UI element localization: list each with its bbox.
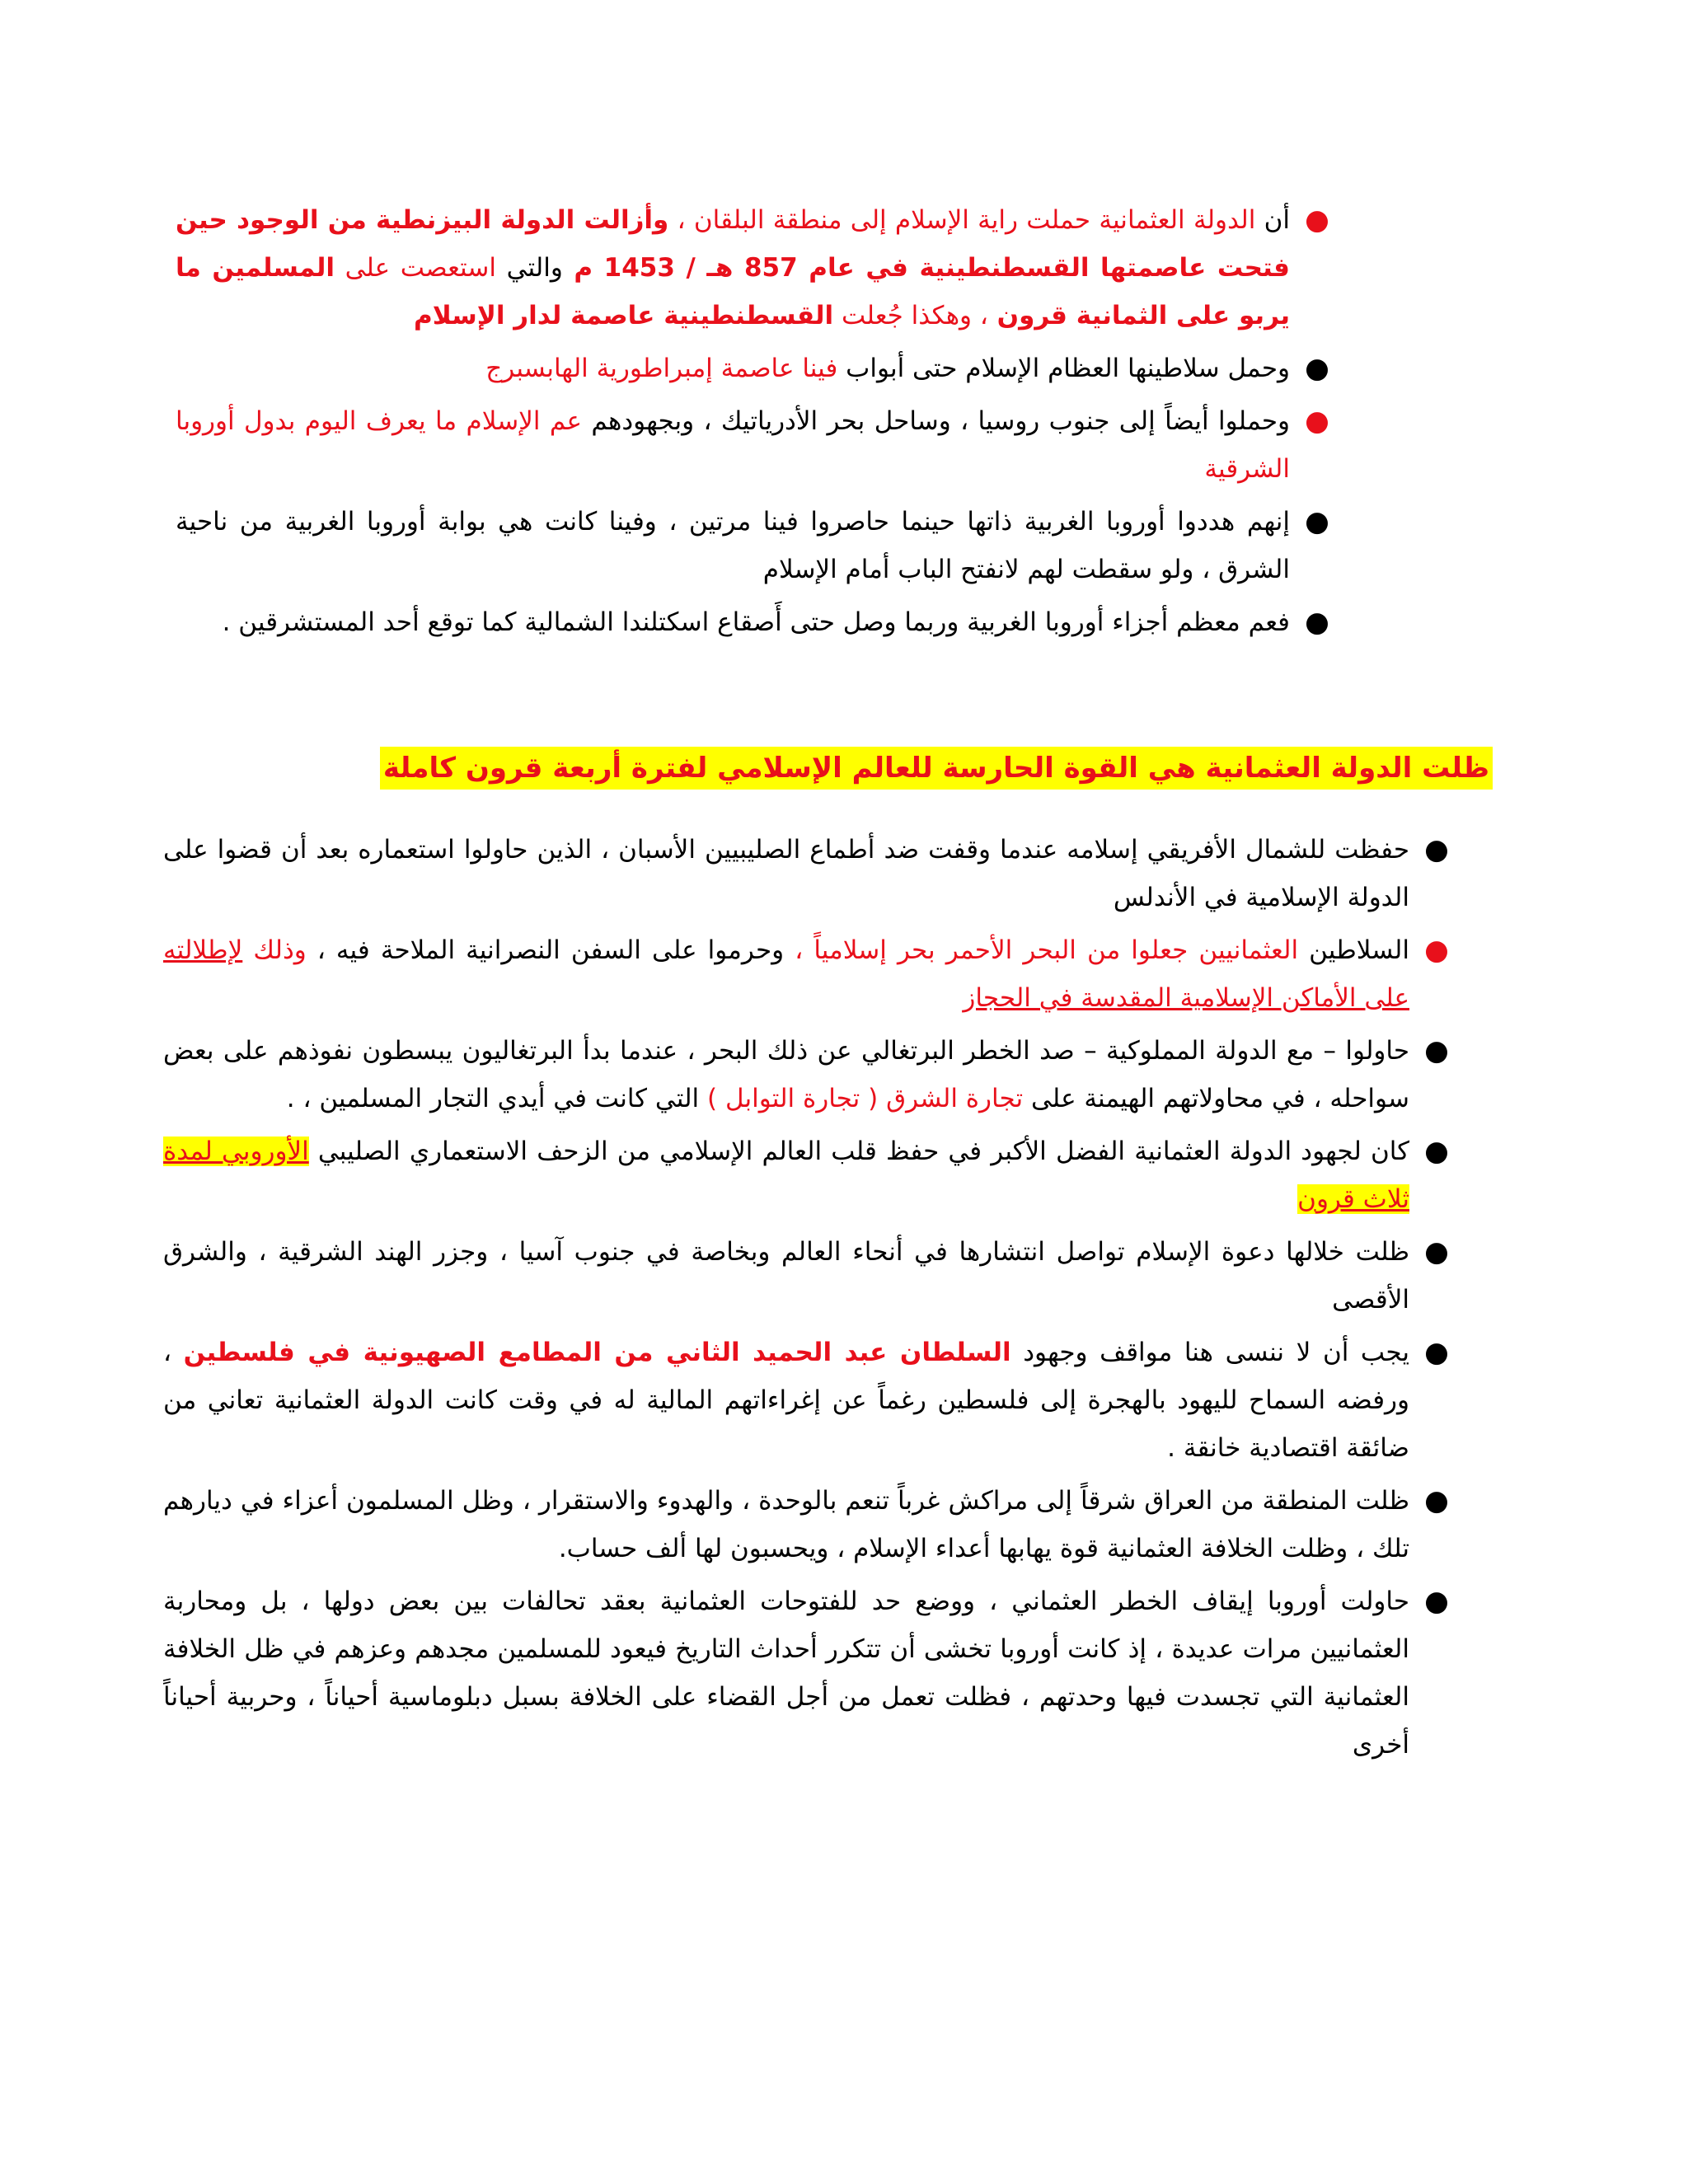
bullet-icon: ● — [1424, 934, 1449, 967]
list-item — [176, 598, 1329, 646]
section-heading: ظلت الدولة العثمانية هي القوة الحارسة للعالم الإسلامي لفترة أربعة قرون كاملة — [380, 747, 1493, 790]
text-segment: الدولة العثمانية حملت راية الإسلام إلى منطقة البلقان ، — [668, 205, 1256, 235]
list-item — [163, 1228, 1449, 1324]
text-segment: السلطان عبد الحميد الثاني من المطامع الصهيونية في فلسطين — [183, 1338, 1011, 1367]
text-segment: فعم معظم أجزاء أوروبا الغربية وربما وصل حتى أَصقاع اسكتلندا الشمالية كما توقع أحد المستشرقين . — [222, 607, 1290, 637]
text-segment: المسلمين ما يربو على الثمانية قرون — [176, 253, 1290, 330]
text-segment: ظلت المنطقة من العراق شرقاً إلى مراكش غرباً تنعم بالوحدة ، والهدوء والاستقرار ، وظل المسلمون أعزاء في ديارهم تلك ، وظلت الخلافة العثمانية قوة يهابها أعداء الإسلام ، ويحسبون لها ألف حساب. — [163, 1486, 1409, 1563]
text-segment: حفظت للشمال الأفريقي إسلامه عندما وقفت ضد أطماع الصليبيين الأسبان ، الذين حاولوا استعماره بعد أن قضوا على الدولة الإسلامية في الأندلس — [163, 835, 1409, 912]
text-segment: تجارة الشرق ( تجارة التوابل ) — [707, 1084, 1024, 1113]
text-segment: العثمانيين جعلوا من البحر الأحمر بحر إسلامياً ، — [784, 935, 1299, 965]
bullet-icon: ● — [1424, 833, 1449, 866]
text-segment: ، ورفضه السماح لليهود بالهجرة إلى فلسطين رغماً عن إغراءاتهم المالية له في وقت كانت الدولة العثمانية تعاني من ضائقة اقتصادية خانقة . — [163, 1338, 1409, 1463]
text-segment: الأوروبي لمدة ثلاث قرون — [163, 1137, 1409, 1214]
bullet-icon: ● — [1424, 1336, 1449, 1369]
text-segment: ظلت خلالها دعوة الإسلام تواصل انتشارها في أنحاء العالم وبخاصة في جنوب آسيا ، وجزر الهند الشرقية ، والشرق الأقصى — [163, 1237, 1409, 1315]
list-item — [163, 1477, 1449, 1572]
text-segment: وذلك — [242, 935, 307, 965]
text-segment: والتي — [496, 253, 563, 283]
text-segment: القسطنطينية عاصمة لدار الإسلام — [414, 301, 834, 330]
text-segment: التي كانت في أيدي التجار المسلمين ، . — [286, 1084, 708, 1113]
bullet-icon: ● — [1424, 1034, 1449, 1067]
text-segment: وحمل سلاطينها العظام الإسلام حتى أبواب — [837, 354, 1290, 383]
text-segment: ، وهكذا جُعلت — [833, 301, 988, 330]
text-segment: وحرموا على السفن النصرانية الملاحة فيه ، — [306, 935, 785, 965]
text-segment: وأزالت الدولة البيزنطية من الوجود حين فتحت عاصمتها القسطنطينية في عام 857 هـ / 1453 م — [176, 205, 1290, 283]
list-item — [176, 397, 1329, 493]
text-segment: عم الإسلام ما يعرف اليوم بدول أوروبا الشرقية — [176, 406, 1290, 484]
text-segment: حاولت أوروبا إيقاف الخطر العثماني ، ووضع حد للفتوحات العثمانية بعقد تحالفات بين بعض دولها ، بل ومحاربة العثمانيين مرات عديدة ، إذ كانت أوروبا تخشى أن تتكرر أحداث التاريخ فيعود للمسلمين مجدهم وعزهم في ظل الخلافة العثمانية التي تجسدت فيها وحدتهم ، فظلت تعمل من أجل القضاء على الخلافة بسبل دبلوماسية أحياناً ، وحربية أحياناً أخرى — [163, 1586, 1409, 1760]
text-segment: وحملوا أيضاً إلى جنوب روسيا ، وساحل بحر الأدرياتيك ، وبجهودهم — [582, 406, 1291, 436]
text-segment: يجب أن لا ننسى هنا مواقف وجهود — [1010, 1338, 1409, 1367]
text-segment: كان لجهود الدولة العثمانية الفضل الأكبر في حفظ قلب العالم الإسلامي من الزحف الاستعماري الصليبي — [308, 1137, 1409, 1166]
bullet-icon: ● — [1424, 1484, 1449, 1517]
bullet-list-guardian-role — [163, 826, 1449, 1774]
list-item — [176, 498, 1329, 593]
text-segment: إنهم هددوا أوروبا الغربية ذاتها حينما حاصروا فينا مرتين ، وفينا كانت هي بوابة أوروبا الغربية من ناحية الشرق ، ولو سقطت لهم لانفتح الباب أمام الإسلام — [176, 507, 1290, 584]
list-item — [163, 1329, 1449, 1472]
list-item — [163, 1577, 1449, 1769]
bullet-icon: ● — [1305, 204, 1329, 237]
bullet-icon: ● — [1305, 352, 1329, 385]
bullet-icon: ● — [1424, 1235, 1449, 1268]
bullet-icon: ● — [1305, 606, 1329, 639]
bullet-list-conquests — [176, 196, 1329, 651]
list-item — [163, 1027, 1449, 1122]
text-segment: أن — [1255, 205, 1290, 235]
text-segment: فينا عاصمة إمبراطورية الهابسبرج — [485, 354, 838, 383]
text-segment: لإطلالته على الأماكن الإسلامية المقدسة في الحجاز — [163, 935, 1409, 1013]
text-segment: السلاطين — [1298, 935, 1409, 965]
list-item — [176, 344, 1329, 392]
bullet-icon: ● — [1305, 405, 1329, 438]
bullet-icon: ● — [1305, 505, 1329, 538]
list-item — [163, 826, 1449, 921]
bullet-icon: ● — [1424, 1585, 1449, 1618]
text-segment: حاولوا – مع الدولة المملوكية – صد الخطر البرتغالي عن ذلك البحر ، عندما بدأ البرتغاليون يبسطون نفوذهم على بعض سواحله ، في محاولاتهم الهيمنة على — [163, 1036, 1409, 1113]
list-item — [176, 196, 1329, 340]
bullet-icon: ● — [1424, 1135, 1449, 1168]
text-segment: استعصت على — [334, 253, 496, 283]
list-item — [163, 1127, 1449, 1223]
list-item — [163, 926, 1449, 1022]
